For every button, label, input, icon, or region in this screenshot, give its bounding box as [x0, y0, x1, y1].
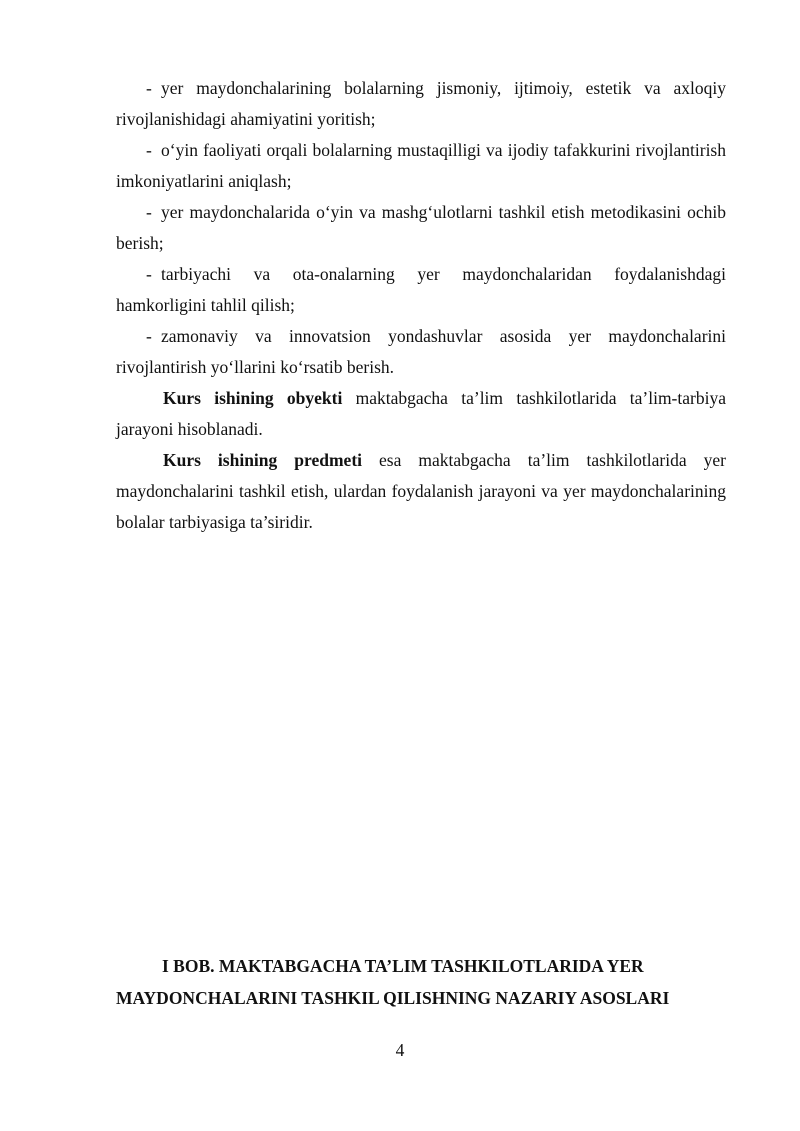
subject-paragraph [116, 445, 726, 538]
bullet-marker: - [146, 326, 152, 346]
chapter-heading-line-2: MAYDONCHALARINI TASHKIL QILISHNING NAZARIY ASOSLARI [116, 988, 670, 1008]
object-text: maktabgacha ta’lim tashkilotlarida ta’lim-tarbiya jarayoni hisoblanadi. [116, 388, 726, 439]
list-item [116, 259, 726, 321]
list-item [116, 321, 726, 383]
bullet-marker: - [146, 264, 152, 284]
list-item-text: o‘yin faoliyati orqali bolalarning mustaqilligi va ijodiy tafakkurini rivojlantirish imkoniyatlarini aniqlash; [116, 140, 726, 191]
page-number: 4 [395, 1040, 405, 1060]
list-item-text: tarbiyachi va ota-onalarning yer maydonchalaridan foydalanishdagi hamkorligini tahlil qilish; [116, 264, 726, 315]
list-item-text: yer maydonchalarida o‘yin va mashg‘ulotlarni tashkil etish metodikasini ochib berish; [116, 202, 726, 253]
subject-label: Kurs ishining predmeti [163, 450, 363, 470]
list-item-text: zamonaviy va innovatsion yondashuvlar asosida yer maydonchalarini rivojlantirish yo‘llarini ko‘rsatib berish. [116, 326, 726, 377]
list-item [116, 135, 726, 197]
object-label: Kurs ishining obyekti [163, 388, 343, 408]
list-item [116, 197, 726, 259]
bullet-marker: - [146, 140, 152, 160]
chapter-heading-line-1: I BOB. MAKTABGACHA TA’LIM TASHKILOTLARIDA YER [162, 956, 644, 976]
list-item [116, 73, 726, 135]
bullet-marker: - [146, 202, 152, 222]
list-item-text: yer maydonchalarining bolalarning jismoniy, ijtimoiy, estetik va axloqiy rivojlanishidagi ahamiyatini yoritish; [116, 78, 726, 129]
body-text [116, 73, 726, 538]
chapter-heading [116, 950, 726, 1014]
subject-text: esa maktabgacha ta’lim tashkilotlarida yer maydonchalarini tashkil etish, ulardan foydalanish jarayoni va yer maydonchalarining bolalar tarbiyasiga ta’siridir. [116, 450, 726, 532]
bullet-marker: - [146, 78, 152, 98]
object-paragraph [116, 383, 726, 445]
